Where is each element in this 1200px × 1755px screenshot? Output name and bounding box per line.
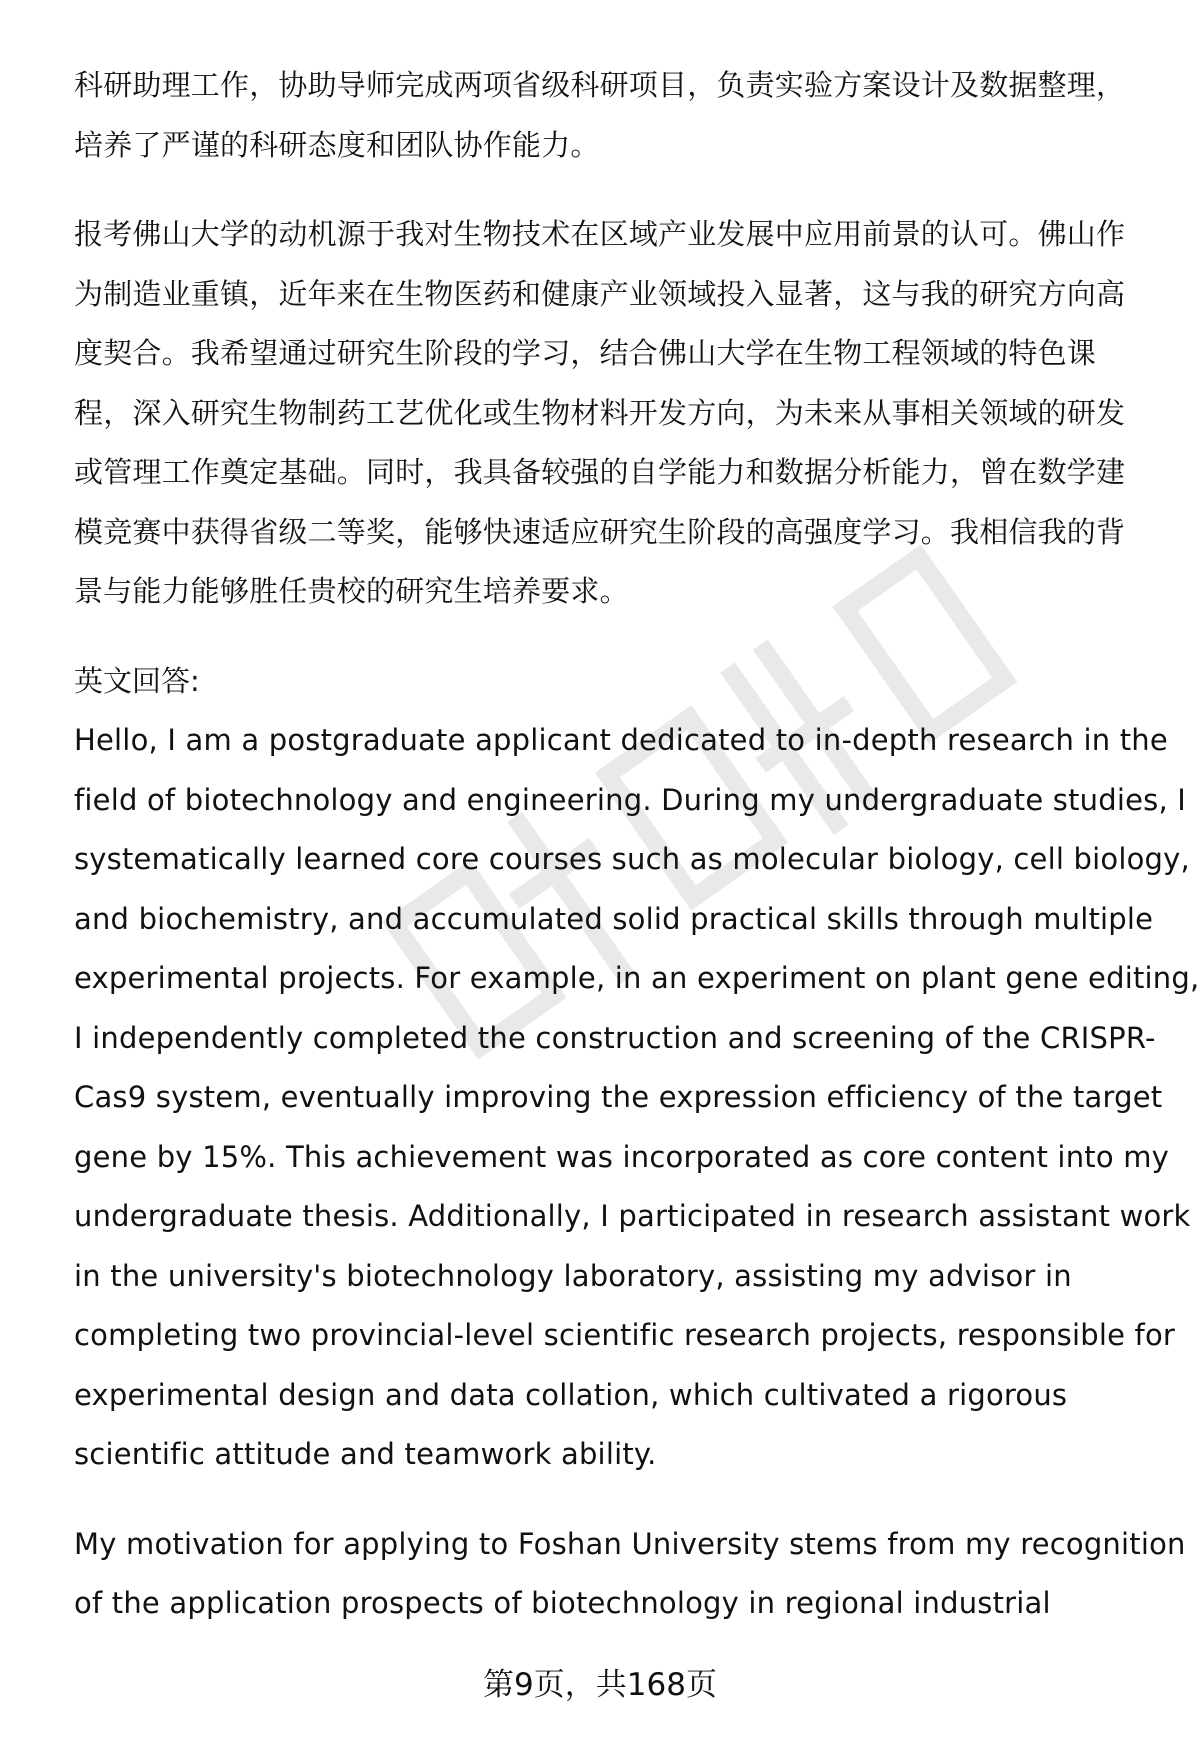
text-line: 模竞赛中获得省级二等奖，能够快速适应研究生阶段的高强度学习。我相信我的背 (74, 514, 1126, 549)
text-line: I independently completed the construction and screening of the CRISPR- (74, 1020, 1156, 1055)
text-line: 或管理工作奠定基础。同时，我具备较强的自学能力和数据分析能力，曾在数学建 (74, 455, 1126, 489)
text-line: field of biotechnology and engineering. During my undergraduate studies, I (74, 782, 1187, 817)
text-line: 度契合。我希望通过研究生阶段的学习，结合佛山大学在生物工程领域的特色课 (74, 336, 1097, 370)
text-line: systematically learned core courses such as molecular biology, cell biology, (74, 842, 1190, 876)
text-line: experimental design and data collation, which cultivated a rigorous (74, 1377, 1068, 1412)
text-line: Hello, I am a postgraduate applicant dedicated to in-depth research in the (74, 723, 1168, 757)
chinese-paragraph-1 (74, 56, 1174, 175)
english-paragraph-2 (74, 1515, 1186, 1634)
text-line: 报考佛山大学的动机源于我对生物技术在区域产业发展中应用前景的认可。佛山作 (74, 217, 1126, 251)
text-line: and biochemistry, and accumulated solid practical skills through multiple (74, 901, 1154, 936)
text-line: My motivation for applying to Foshan University stems from my recognition (74, 1526, 1186, 1561)
text-line: completing two provincial-level scientific research projects, responsible for (74, 1318, 1176, 1352)
text-line: experimental projects. For example, in an experiment on plant gene editing, (74, 961, 1200, 995)
document-body (74, 56, 1200, 1634)
text-line: 科研助理工作，协助导师完成两项省级科研项目，负责实验方案设计及数据整理， (74, 68, 1126, 102)
chinese-paragraph-2 (74, 205, 1174, 622)
paragraph-gap (74, 1485, 1174, 1515)
page-indicator: 第9页，共168页 (483, 1667, 717, 1703)
text-line: 培养了严谨的科研态度和团队协作能力。 (74, 127, 600, 162)
english-paragraph-1 (74, 711, 1200, 1485)
text-line: 景与能力能够胜任贵校的研究生培养要求。 (74, 574, 629, 608)
paragraph-gap (74, 175, 1174, 205)
english-answer-label: 英文回答: (74, 663, 200, 698)
text-line: 程，深入研究生物制药工艺优化或生物材料开发方向，为未来从事相关领域的研发 (74, 395, 1126, 430)
paragraph-gap (74, 622, 1174, 652)
text-line: 为制造业重镇，近年来在生物医药和健康产业领域投入显著，这与我的研究方向高 (74, 276, 1126, 311)
text-line: in the university's biotechnology laboratory, assisting my advisor in (74, 1258, 1072, 1293)
text-line: scientific attitude and teamwork ability. (74, 1437, 657, 1471)
text-line: Cas9 system, eventually improving the expression efficiency of the target (74, 1080, 1163, 1114)
text-line: undergraduate thesis. Additionally, I participated in research assistant work (74, 1199, 1191, 1233)
text-line: of the application prospects of biotechnology in regional industrial (74, 1586, 1051, 1620)
text-line: gene by 15%. This achievement was incorporated as core content into my (74, 1139, 1170, 1174)
